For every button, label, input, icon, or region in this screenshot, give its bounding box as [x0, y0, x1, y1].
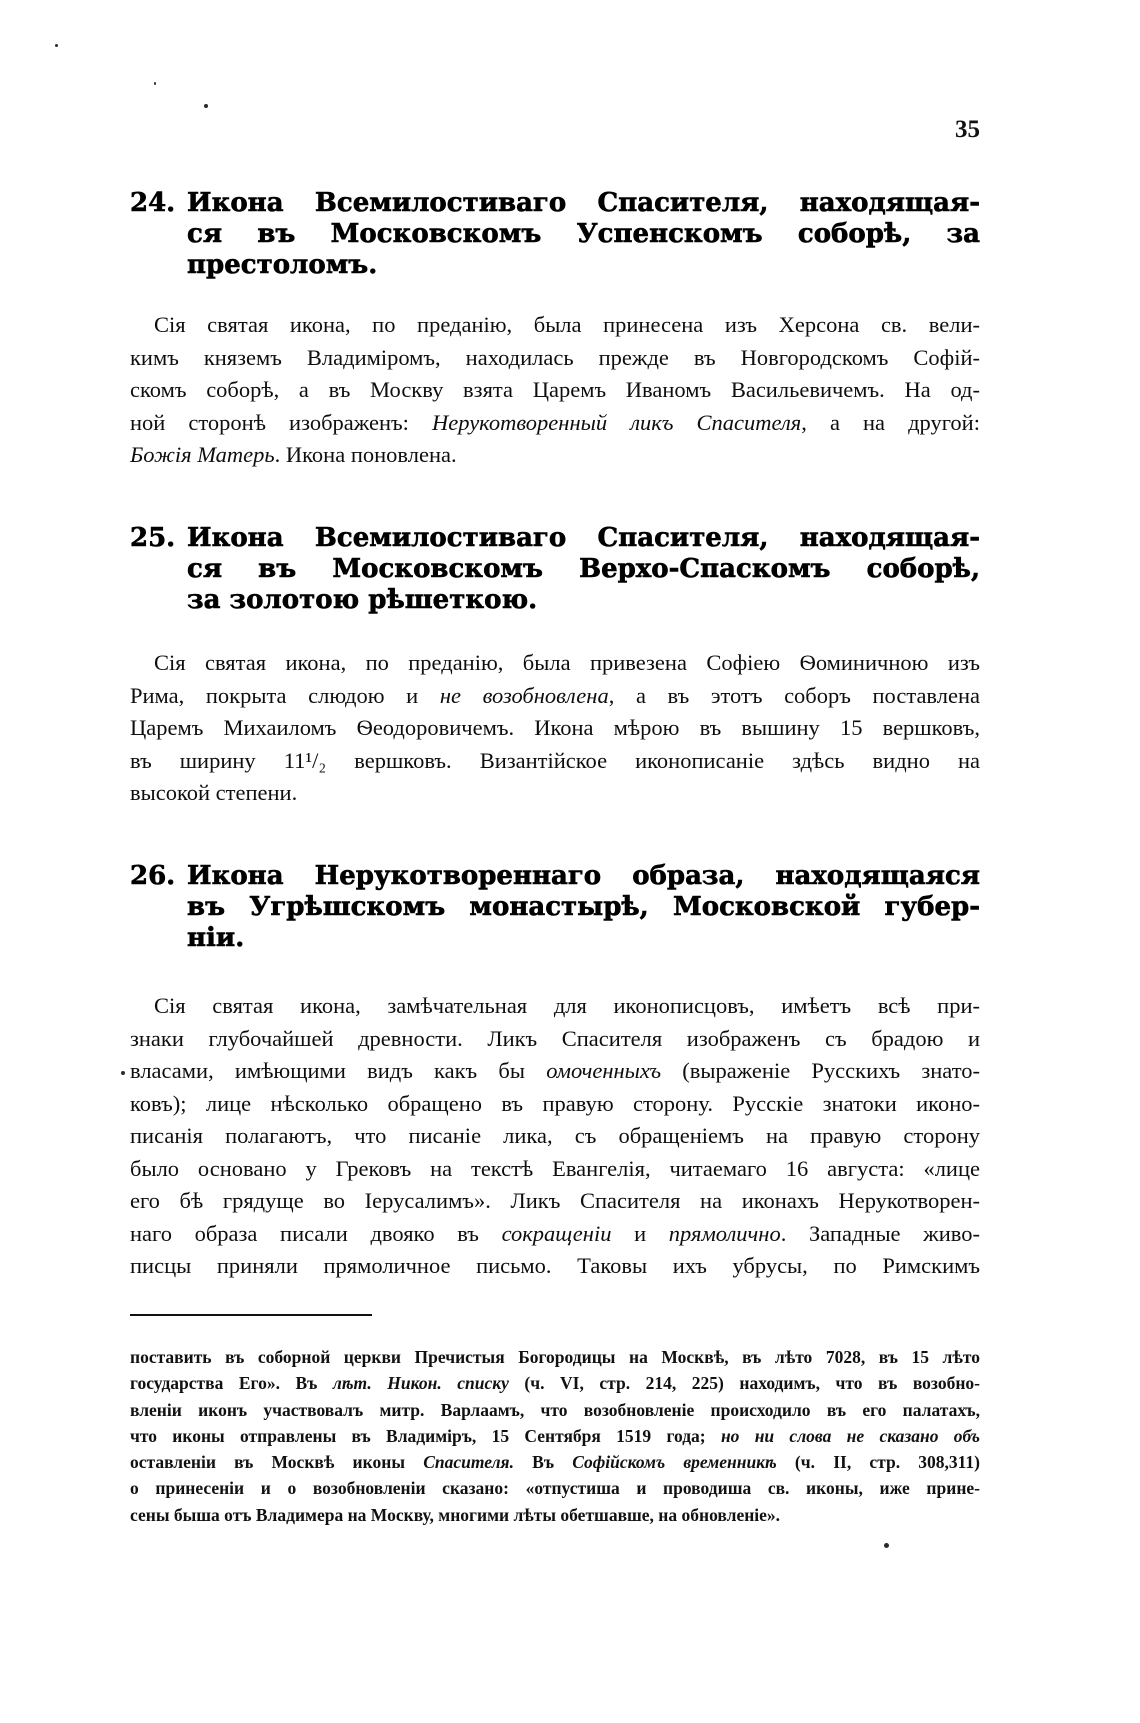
- footnote-line: [130, 1397, 980, 1423]
- italic-text: Спасителя.: [423, 1452, 514, 1473]
- paragraph-line: [130, 1055, 980, 1088]
- footnote-line: [130, 1502, 980, 1528]
- text-run: поставить въ соборной церкви Пречистыя Богородицы на Москвѣ, въ лѣто 7028, въ 15 лѣто: [130, 1347, 980, 1367]
- italic-text: лѣт. Никон. списку: [332, 1373, 509, 1394]
- text-run: оставленіи въ Москвѣ иконы: [130, 1452, 424, 1473]
- heading-line: [187, 523, 980, 554]
- heading-line: [187, 923, 980, 954]
- text-run: кимъ княземъ Владиміромъ, находилась прежде въ Новгородскомъ Софій-: [130, 344, 980, 370]
- text-run: писанія полагаютъ, что писаніе лика, съ обращеніемъ на правую сторону: [130, 1123, 980, 1148]
- section-heading: [130, 861, 980, 954]
- heading-line: [187, 861, 980, 892]
- scan-speck: [884, 1543, 889, 1548]
- italic-text: Софійскомъ временникѣ: [572, 1452, 777, 1473]
- text-run: Сія святая икона, по преданію, была принесена изъ Херсона св. вели-: [154, 312, 980, 337]
- text-run: писцы приняли прямоличное письмо. Таковы ихъ убрусы, по Римскимъ: [130, 1253, 980, 1278]
- text-run: за золотою рѣшеткою.: [187, 585, 538, 615]
- heading-line: [187, 554, 980, 585]
- italic-text: Нерукотворенный ликъ Спасителя: [432, 409, 802, 435]
- paragraph-line: [130, 1120, 980, 1153]
- text-run: въ Угрѣшскомъ монастырѣ, Московской губер-: [187, 892, 980, 922]
- paragraph-line: [130, 777, 980, 810]
- text-run: Икона Нерукотвореннаго образа, находящаяся: [187, 861, 980, 891]
- text-run: (ч. II, стр. 308,311): [776, 1452, 981, 1473]
- text-run: ся въ Московскомъ Верхо-Спаскомъ соборѣ,: [187, 554, 980, 584]
- paragraph-line: [130, 1088, 980, 1121]
- text-run: ной сторонѣ изображенъ:: [130, 409, 432, 435]
- paragraph-line: [130, 407, 980, 440]
- paragraph-line: [130, 647, 980, 680]
- text-run: скомъ соборѣ, а въ Москву взята Царемъ Иваномъ Васильевичемъ. На од-: [130, 377, 980, 402]
- paragraph-line: [130, 342, 980, 375]
- text-run: Икона Всемилостиваго Спасителя, находящая-: [187, 523, 980, 553]
- text-run: Царемъ Михаиломъ Ѳеодоровичемъ. Икона мѣрою въ вышину 15 вершковъ,: [130, 715, 980, 740]
- text-run: Сія святая икона, по преданію, была привезена Софіею Ѳоминичною изъ: [154, 650, 980, 675]
- text-run: (выраженіе Русскихъ знато-: [661, 1058, 980, 1083]
- heading-line: [187, 585, 980, 616]
- text-run: (ч. VI, стр. 214, 225) находимъ, что въ возобно-: [508, 1373, 980, 1394]
- paragraph-line: [130, 1023, 980, 1056]
- paragraph-line: [130, 1250, 980, 1283]
- heading-text: [187, 188, 980, 281]
- text-run: въ ширину 11¹/₂ вершковъ. Византійское иконописаніе здѣсь видно на: [130, 747, 980, 773]
- paragraph-line: [130, 439, 980, 472]
- footnote-rule: [130, 1314, 372, 1316]
- text-run: ніи.: [187, 923, 245, 953]
- text-run: Рима, покрыта слюдою и: [130, 682, 440, 708]
- heading-line: [187, 250, 980, 281]
- scan-speck: [204, 104, 208, 108]
- paragraph-line: [130, 374, 980, 407]
- heading-line: [187, 892, 980, 923]
- footnote-line: [130, 1370, 980, 1396]
- text-run: ся въ Московскомъ Успенскомъ соборѣ, за: [187, 219, 980, 249]
- text-run: престоломъ.: [187, 250, 378, 280]
- section-paragraph: [130, 647, 980, 810]
- heading-text: [187, 523, 980, 616]
- footnote-line: [130, 1449, 980, 1475]
- text-run: наго образа писали двояко въ: [130, 1220, 502, 1246]
- text-run: сены быша отъ Владимера на Москву, многими лѣты обетшавше, на обновленіе».: [130, 1504, 781, 1525]
- section-number: 24.: [130, 188, 176, 218]
- footnote: [130, 1344, 980, 1528]
- text-run: государства Его». Въ: [130, 1373, 333, 1394]
- footnote-line: [130, 1344, 980, 1370]
- paragraph-line: [130, 680, 980, 713]
- section-heading: [130, 523, 980, 616]
- section-paragraph: [130, 990, 980, 1283]
- text-run: власами, имѣющими видъ какъ бы: [130, 1058, 547, 1083]
- paragraph-line: [130, 1185, 980, 1218]
- italic-text: омоченныхъ: [546, 1058, 661, 1083]
- text-run: было основано у Грековъ на текстѣ Евангелія, читаемаго 16 августа: «лице: [130, 1155, 980, 1181]
- paragraph-line: [130, 990, 980, 1023]
- scan-speck: [154, 82, 156, 85]
- text-run: высокой степени.: [130, 780, 298, 805]
- heading-line: [187, 188, 980, 219]
- scan-speck: [55, 44, 58, 47]
- italic-text: прямолично: [668, 1220, 781, 1246]
- italic-text: не возобновлена: [439, 682, 609, 708]
- paragraph-line: [130, 309, 980, 342]
- paragraph-line: [130, 745, 980, 778]
- text-run: . Западные живо-: [780, 1220, 980, 1246]
- text-run: ковъ); лице нѣсколько обращено въ правую сторону. Русскіе знатоки иконо-: [130, 1090, 980, 1116]
- text-run: его бѣ грядуще во Іерусалимъ». Ликъ Спасителя на иконахъ Нерукотворен-: [130, 1188, 980, 1213]
- page-number: 35: [955, 116, 980, 143]
- italic-text: Божія Матерь: [130, 442, 275, 467]
- text-run: Икона Всемилостиваго Спасителя, находящая-: [187, 188, 980, 218]
- section-paragraph: [130, 309, 980, 472]
- section-number: 26.: [130, 861, 176, 891]
- text-run: о принесеніи и о возобновленіи сказано: «отпустиша и проводиша св. иконы, иже прине-: [130, 1478, 980, 1499]
- footnote-line: [130, 1423, 980, 1449]
- text-run: . Икона поновлена.: [274, 442, 457, 467]
- section-number: 25.: [130, 523, 176, 553]
- paragraph-line: [130, 1218, 980, 1251]
- italic-text: сокращеніи: [501, 1220, 612, 1246]
- text-run: , а въ этотъ соборъ поставлена: [608, 682, 980, 708]
- heading-line: [187, 219, 980, 250]
- scan-speck: [121, 1071, 125, 1075]
- section-heading: [130, 188, 980, 281]
- text-run: Въ: [513, 1452, 573, 1473]
- text-run: Сія святая икона, замѣчательная для иконописцовъ, имѣетъ всѣ при-: [154, 993, 980, 1018]
- heading-text: [187, 861, 980, 954]
- text-run: вленіи иконъ участвовалъ митр. Варлаамъ, что возобновленіе происходило въ его палатахъ,: [130, 1399, 980, 1420]
- text-run: что иконы отправлены въ Владиміръ, 15 Сентября 1519 года;: [130, 1425, 721, 1446]
- footnote-line: [130, 1475, 980, 1501]
- text-run: и: [611, 1220, 669, 1246]
- italic-text: но ни слова не сказано объ: [720, 1425, 980, 1446]
- paragraph-line: [130, 1153, 980, 1186]
- text-run: знаки глубочайшей древности. Ликъ Спасителя изображенъ съ брадою и: [130, 1025, 980, 1051]
- text-run: , а на другой:: [801, 409, 980, 435]
- paragraph-line: [130, 712, 980, 745]
